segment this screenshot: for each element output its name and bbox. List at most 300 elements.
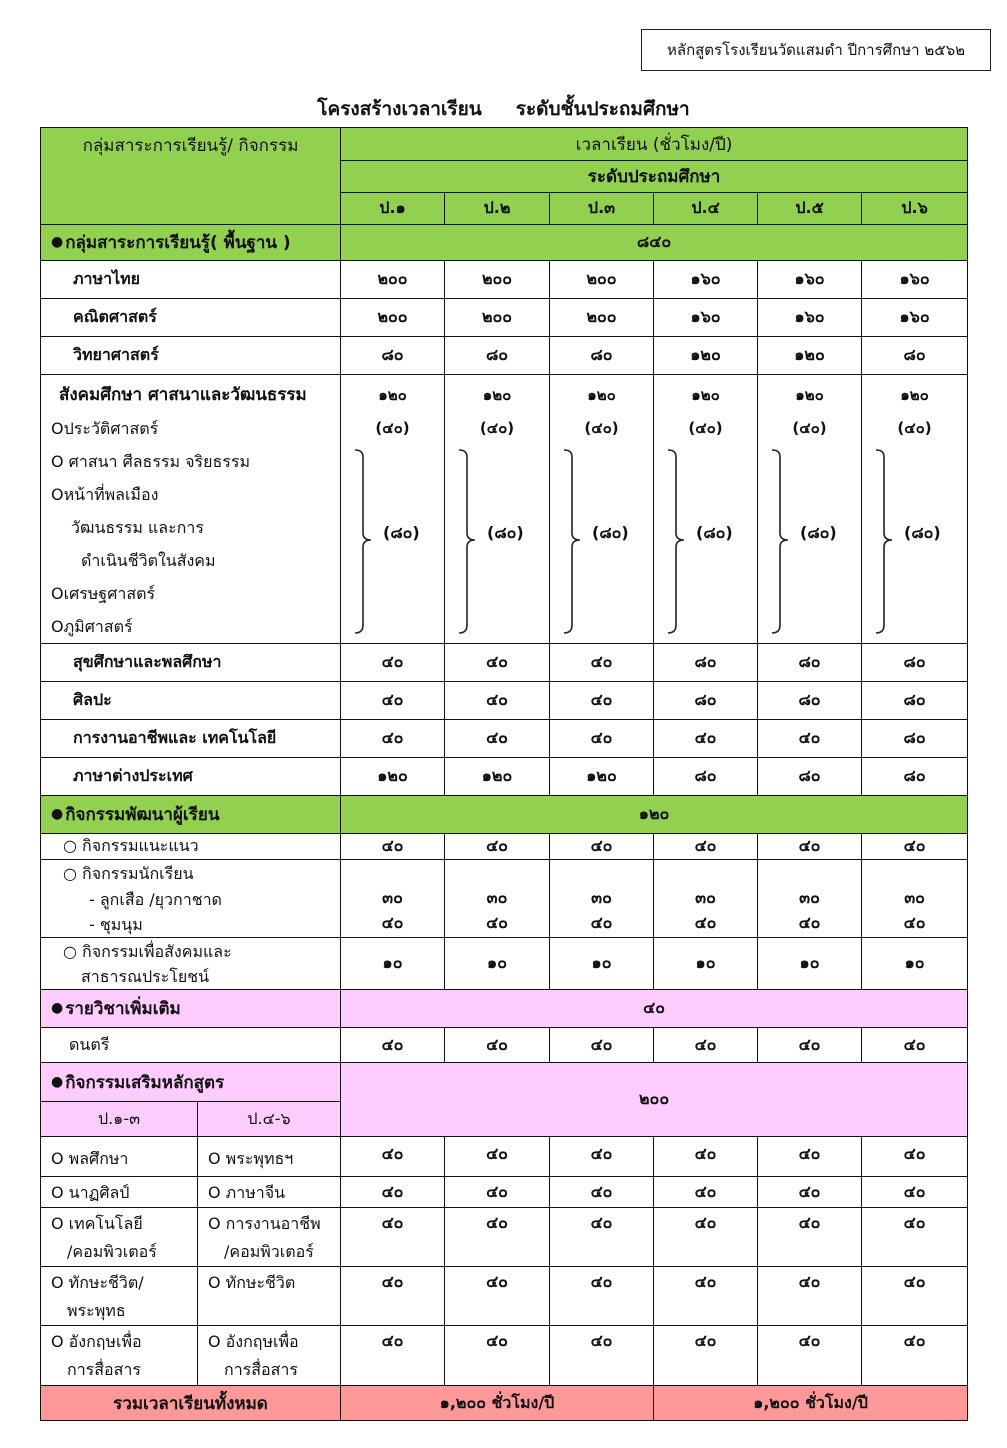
group-value: (๘๐) [904, 523, 941, 542]
guidance-row [41, 834, 968, 860]
value-cell [862, 758, 968, 796]
value-text: ๔๐ [590, 690, 613, 709]
value-text: ๘๐ [798, 690, 821, 709]
value-text: ๔๐ [486, 1034, 508, 1054]
value-cell [862, 1177, 968, 1208]
value-cell [654, 1028, 758, 1063]
value-cell [445, 1137, 550, 1177]
total-label [41, 1386, 341, 1421]
grade-header-cell [862, 193, 968, 225]
value-text: ๒๐๐ [586, 269, 617, 288]
value-text: ๔๐ [590, 1034, 613, 1054]
dev-section-row [41, 796, 968, 834]
enrich-activity-low [41, 1208, 198, 1267]
subject-row [41, 299, 968, 337]
social-value-cell [862, 375, 968, 644]
enrich-activity-low [41, 1326, 198, 1386]
value-cell [341, 1137, 445, 1177]
value-text: ๔๐ [694, 728, 717, 747]
value-cell [550, 758, 654, 796]
student-value-cell [445, 860, 550, 938]
value-cell [758, 337, 862, 375]
enrich-section-total-text: ๒๐๐ [639, 1089, 670, 1108]
social-value-cell [758, 375, 862, 644]
club-value: ๔๐ [381, 913, 404, 932]
history-value: (๔๐) [688, 419, 723, 437]
value-cell [445, 938, 550, 990]
value-text: ๔๐ [694, 1331, 717, 1350]
value-cell [758, 261, 862, 299]
value-cell [862, 1326, 968, 1386]
value-cell [341, 834, 445, 860]
value-text: ๔๐ [381, 728, 404, 747]
value-text: ๔๐ [486, 1144, 508, 1163]
value-text: ๔๐ [694, 1144, 717, 1163]
student-activity-label [41, 860, 341, 938]
value-cell [550, 834, 654, 860]
enrich-activity-low [41, 1137, 198, 1177]
subject-row [41, 758, 968, 796]
social-studies-label-cell [41, 375, 341, 644]
social-value-cell [341, 375, 445, 644]
level-header-label: ระดับประถมศึกษา [587, 167, 721, 187]
value-text: ๑๒๐ [586, 766, 617, 785]
subject-row [41, 261, 968, 299]
group-value: (๘๐) [383, 523, 420, 542]
value-text: ๑๒๐ [377, 766, 408, 785]
value-cell [445, 261, 550, 299]
value-text: ๒๐๐ [481, 307, 513, 326]
value-text: ๑๖๐ [899, 307, 930, 326]
value-cell [654, 299, 758, 337]
enrich-col-high-text: ป.๔-๖ [247, 1108, 291, 1128]
value-text: ๔๐ [798, 728, 821, 747]
value-text: ๔๐ [590, 1331, 613, 1350]
value-cell [758, 299, 862, 337]
value-cell [758, 758, 862, 796]
value-cell [654, 337, 758, 375]
scout-label: - ลูกเสือ /ยุวกาชาด [89, 889, 222, 909]
value-cell [341, 682, 445, 720]
value-cell [654, 758, 758, 796]
value-cell [445, 1028, 550, 1063]
history-value: (๔๐) [897, 419, 932, 437]
value-cell [341, 1028, 445, 1063]
subject-name-text: ภาษาต่างประเทศ [73, 766, 193, 785]
enrich-activity-text: O พระพุทธฯ [208, 1149, 294, 1168]
value-cell [654, 1267, 758, 1326]
title-part2: ระดับชั้นประถมศึกษา [515, 98, 690, 120]
grade-header-cell [341, 193, 445, 225]
grade-label: ป.๔ [691, 198, 720, 217]
enrich-activity-text: การสื่อสาร [224, 1360, 298, 1379]
value-text: ๔๐ [694, 1272, 717, 1291]
value-cell [341, 644, 445, 682]
value-cell [341, 1326, 445, 1386]
group-header-label: กลุ่มสาระการเรียนรู้/ กิจกรรม [82, 136, 299, 156]
value-text: ๔๐ [590, 836, 613, 855]
enrich-activity-text: การสื่อสาร [67, 1360, 141, 1379]
value-cell [758, 938, 862, 990]
social-service-line1: ○ กิจกรรมเพื่อสังคมและ [63, 941, 232, 961]
student-activity-row [41, 860, 968, 938]
value-text: ๑๖๐ [690, 269, 721, 288]
value-cell [758, 834, 862, 860]
value-cell [862, 682, 968, 720]
value-cell [445, 758, 550, 796]
social-total-value: ๑๒๐ [900, 386, 929, 404]
enrich-col-low-text: ป.๑-๓ [97, 1108, 141, 1128]
value-cell [758, 1326, 862, 1386]
subject-name-text: คณิตศาสตร์ [73, 307, 157, 326]
value-cell [550, 1267, 654, 1326]
grade-header-cell [654, 193, 758, 225]
value-cell [758, 682, 862, 720]
social-total-value: ๑๒๐ [587, 386, 616, 404]
enrich-row [41, 1326, 968, 1386]
extra-section-row [41, 990, 968, 1028]
club-value: ๔๐ [590, 913, 613, 932]
value-cell [550, 299, 654, 337]
value-cell [862, 1137, 968, 1177]
value-text: ๔๐ [903, 1182, 926, 1201]
value-text: ๔๐ [903, 1034, 926, 1054]
value-text: ๑๐ [487, 953, 507, 972]
value-cell [445, 299, 550, 337]
subject-row [41, 682, 968, 720]
value-text: ๑๐ [799, 953, 820, 972]
time-header-label: เวลาเรียน (ชั่วโมง/ปี) [575, 134, 733, 155]
enrich-section-row [41, 1063, 968, 1102]
social-total-value: ๑๒๐ [691, 386, 720, 404]
value-cell [550, 938, 654, 990]
enrich-activity-text: O อังกฤษเพื่อ [208, 1332, 299, 1351]
value-text: ๔๐ [694, 836, 717, 855]
student-value-cell [758, 860, 862, 938]
value-text: ๘๐ [485, 345, 509, 364]
scout-value: ๓๐ [695, 888, 716, 907]
value-cell [862, 337, 968, 375]
total-value-high-text: ๑,๒๐๐ ชั่วโมง/ปี [753, 1392, 868, 1412]
value-text: ๘๐ [590, 345, 613, 364]
social-service-row [41, 938, 968, 990]
value-cell [654, 834, 758, 860]
value-cell [862, 1208, 968, 1267]
enrich-row [41, 1208, 968, 1267]
value-text: ๑๒๐ [481, 766, 513, 785]
value-cell [341, 1208, 445, 1267]
subject-name-text: วิทยาศาสตร์ [73, 345, 159, 364]
value-text: ๘๐ [903, 652, 926, 671]
value-text: ๑๐ [695, 953, 716, 972]
subject-name-text: สุขศึกษาและพลศึกษา [73, 652, 222, 671]
right-brace-icon [562, 447, 592, 637]
value-text: ๘๐ [798, 766, 821, 785]
value-text: ๔๐ [486, 690, 508, 709]
subject-name [41, 720, 341, 758]
value-cell [550, 337, 654, 375]
page-title [0, 94, 1007, 124]
social-sub-item: Oภูมิศาสตร์ [51, 617, 133, 636]
value-cell [758, 1137, 862, 1177]
social-value-cell [445, 375, 550, 644]
value-text: ๘๐ [903, 690, 926, 709]
history-value: (๔๐) [584, 419, 619, 437]
value-text: ๔๐ [590, 1213, 613, 1232]
value-cell [550, 1326, 654, 1386]
subject-name [41, 758, 341, 796]
timetable-structure [40, 127, 968, 1421]
value-text: ๘๐ [381, 345, 404, 364]
value-cell [445, 834, 550, 860]
value-text: ๘๐ [903, 766, 926, 785]
value-text: ๔๐ [486, 836, 508, 855]
scout-value: ๓๐ [799, 888, 820, 907]
value-cell [341, 1177, 445, 1208]
guidance-label-text: ○ กิจกรรมแนะแนว [63, 836, 199, 855]
header-row-1 [41, 128, 968, 161]
extra-section-label [41, 990, 341, 1028]
club-label: - ชุมนุม [89, 914, 143, 934]
right-brace-icon [457, 447, 487, 637]
social-sub-item: ดำเนินชีวิตในสังคม [81, 551, 216, 570]
value-text: ๒๐๐ [377, 307, 408, 326]
bullet-icon: ● [51, 1073, 64, 1090]
music-row [41, 1028, 968, 1063]
value-text: ๔๐ [381, 1144, 404, 1163]
value-cell [445, 1208, 550, 1267]
social-total-value: ๑๒๐ [378, 386, 407, 404]
value-text: ๔๐ [381, 690, 404, 709]
value-text: ๔๐ [381, 1034, 404, 1054]
grade-label: ป.๖ [901, 198, 928, 217]
value-cell [341, 758, 445, 796]
extra-section-label-text: รายวิชาเพิ่มเติม [65, 999, 181, 1019]
right-brace-icon [770, 447, 800, 637]
value-text: ๔๐ [694, 1213, 717, 1232]
extra-section-total [341, 990, 968, 1028]
scout-value: ๓๐ [382, 888, 403, 907]
group-value: (๘๐) [592, 523, 629, 542]
history-value: (๔๐) [375, 419, 410, 437]
subject-row [41, 337, 968, 375]
value-cell [862, 1267, 968, 1326]
value-text: ๔๐ [590, 1272, 613, 1291]
enrich-activity-text: พระพุทธ [67, 1301, 126, 1320]
value-cell [654, 682, 758, 720]
group-value: (๘๐) [800, 523, 837, 542]
value-cell [341, 299, 445, 337]
value-text: ๒๐๐ [586, 307, 617, 326]
value-text: ๑๖๐ [690, 307, 721, 326]
value-text: ๔๐ [590, 1144, 613, 1163]
enrich-activity-text: O ภาษาจีน [208, 1183, 286, 1202]
value-cell [862, 644, 968, 682]
value-cell [758, 720, 862, 758]
enrich-activity-text: O นาฏศิลป์ [51, 1183, 130, 1202]
value-cell [654, 938, 758, 990]
social-studies-row [41, 375, 968, 644]
value-text: ๑๐ [382, 953, 403, 972]
value-cell [445, 682, 550, 720]
value-cell [550, 1028, 654, 1063]
bullet-icon: ● [51, 806, 64, 822]
social-sub-item: วัฒนธรรม และการ [71, 518, 204, 537]
group-value: (๘๐) [487, 523, 524, 542]
time-header [341, 128, 968, 161]
student-activity-text: ○ กิจกรรมนักเรียน [63, 863, 194, 883]
title-part1: โครงสร้างเวลาเรียน [317, 98, 482, 120]
music-label [41, 1028, 341, 1063]
value-cell [550, 720, 654, 758]
value-text: ๔๐ [590, 652, 613, 671]
value-text: ๔๐ [798, 1272, 821, 1291]
enrich-section-total [341, 1063, 968, 1137]
value-text: ๔๐ [903, 836, 926, 855]
value-text: ๑๖๐ [899, 269, 930, 288]
grade-label: ป.๒ [483, 198, 511, 217]
value-text: ๔๐ [381, 1213, 404, 1232]
total-label-text: รวมเวลาเรียนทั้งหมด [113, 1393, 268, 1414]
enrich-activity-high [198, 1267, 341, 1326]
subject-name [41, 644, 341, 682]
dev-section-label-text: กิจกรรมพัฒนาผู้เรียน [65, 805, 220, 825]
subject-row [41, 644, 968, 682]
value-text: ๔๐ [798, 1213, 821, 1232]
value-cell [550, 1208, 654, 1267]
value-cell [445, 644, 550, 682]
enrich-activity-text: O ทักษะชีวิต/ [51, 1273, 144, 1292]
value-cell [758, 1267, 862, 1326]
value-text: ๔๐ [694, 1034, 717, 1054]
value-text: ๘๐ [694, 690, 717, 709]
enrich-row [41, 1267, 968, 1326]
value-text: ๔๐ [486, 728, 508, 747]
enrich-section-label-text: กิจกรรมเสริมหลักสูตร [65, 1072, 225, 1093]
music-label-text: ดนตรี [69, 1034, 110, 1054]
enrich-activity-text: /คอมพิวเตอร์ [67, 1242, 157, 1261]
social-sub-item: O ศาสนา ศีลธรรม จริยธรรม [51, 452, 250, 471]
enrich-activity-text: O อังกฤษเพื่อ [51, 1332, 142, 1351]
enrich-col-low [41, 1102, 198, 1137]
value-text: ๒๐๐ [377, 269, 408, 288]
grade-header-cell [550, 193, 654, 225]
value-cell [445, 337, 550, 375]
subject-name [41, 261, 341, 299]
value-cell [341, 261, 445, 299]
value-text: ๔๐ [486, 1182, 508, 1201]
club-value: ๔๐ [486, 913, 508, 932]
value-cell [445, 1267, 550, 1326]
enrich-col-high [198, 1102, 341, 1137]
value-text: ๔๐ [798, 836, 821, 855]
subject-row [41, 720, 968, 758]
scout-value: ๓๐ [486, 888, 508, 907]
value-text: ๔๐ [798, 1182, 821, 1201]
value-text: ๒๐๐ [481, 269, 513, 288]
social-value-cell [550, 375, 654, 644]
social-studies-name: สังคมศึกษา ศาสนาและวัฒนธรรม [59, 385, 307, 405]
group-header [41, 128, 341, 225]
curriculum-header-text: หลักสูตรโรงเรียนวัดแสมดำ ปีการศึกษา ๒๕๖๒ [666, 41, 965, 59]
value-text: ๔๐ [486, 1331, 508, 1350]
social-service-label [41, 938, 341, 990]
value-cell [654, 644, 758, 682]
social-value-cell [654, 375, 758, 644]
subject-name-text: ศิลปะ [73, 690, 112, 709]
enrich-activity-text: O พลศึกษา [51, 1149, 129, 1168]
subject-name-text: ภาษาไทย [73, 269, 141, 288]
value-cell [550, 644, 654, 682]
value-text: ๔๐ [590, 1182, 613, 1201]
value-cell [550, 682, 654, 720]
subject-name [41, 337, 341, 375]
value-text: ๑๐ [591, 953, 612, 972]
scout-value: ๓๐ [591, 888, 612, 907]
right-brace-icon [874, 447, 904, 637]
enrich-activity-low [41, 1267, 198, 1326]
core-section-row [41, 225, 968, 261]
value-cell [341, 1267, 445, 1326]
value-text: ๘๐ [694, 766, 717, 785]
value-cell [550, 1137, 654, 1177]
value-text: ๑๒๐ [794, 345, 825, 364]
value-text: ๔๐ [486, 652, 508, 671]
value-text: ๔๐ [590, 728, 613, 747]
level-header [341, 161, 968, 193]
value-cell [862, 299, 968, 337]
value-cell [862, 1028, 968, 1063]
value-text: ๔๐ [798, 1034, 821, 1054]
value-text: ๔๐ [381, 652, 404, 671]
enrich-activity-high [198, 1177, 341, 1208]
total-value-p4-6 [654, 1386, 968, 1421]
curriculum-header-box [641, 29, 991, 71]
grade-header-cell [445, 193, 550, 225]
value-text: ๑๐ [904, 953, 925, 972]
enrich-section-label [41, 1063, 341, 1102]
social-total-value: ๑๒๐ [795, 386, 824, 404]
value-text: ๑๖๐ [794, 307, 825, 326]
social-sub-item: Oหน้าที่พลเมือง [51, 485, 159, 504]
value-text: ๔๐ [903, 1331, 926, 1350]
enrich-row [41, 1177, 968, 1208]
value-cell [758, 1177, 862, 1208]
value-cell [862, 720, 968, 758]
total-value-p1-3 [341, 1386, 654, 1421]
student-value-cell [862, 860, 968, 938]
enrich-activity-high [198, 1208, 341, 1267]
dev-section-total [341, 796, 968, 834]
total-value-low-text: ๑,๒๐๐ ชั่วโมง/ปี [439, 1392, 555, 1412]
value-cell [341, 720, 445, 758]
value-cell [550, 1177, 654, 1208]
club-value: ๔๐ [798, 913, 821, 932]
enrich-activity-low [41, 1177, 198, 1208]
value-cell [654, 1208, 758, 1267]
core-section-label: ● กลุ่มสาระการเรียนรู้( พื้นฐาน ) [41, 225, 341, 261]
value-text: ๔๐ [694, 1182, 717, 1201]
value-cell [341, 337, 445, 375]
enrich-activity-high [198, 1326, 341, 1386]
grade-label: ป.๑ [379, 198, 406, 217]
enrich-activity-text: O การงานอาชีพ [208, 1214, 321, 1233]
value-cell [445, 720, 550, 758]
value-cell [341, 938, 445, 990]
enrich-activity-text: O ทักษะชีวิต [208, 1273, 296, 1292]
enrich-activity-text: /คอมพิวเตอร์ [224, 1242, 314, 1261]
value-cell [654, 1137, 758, 1177]
